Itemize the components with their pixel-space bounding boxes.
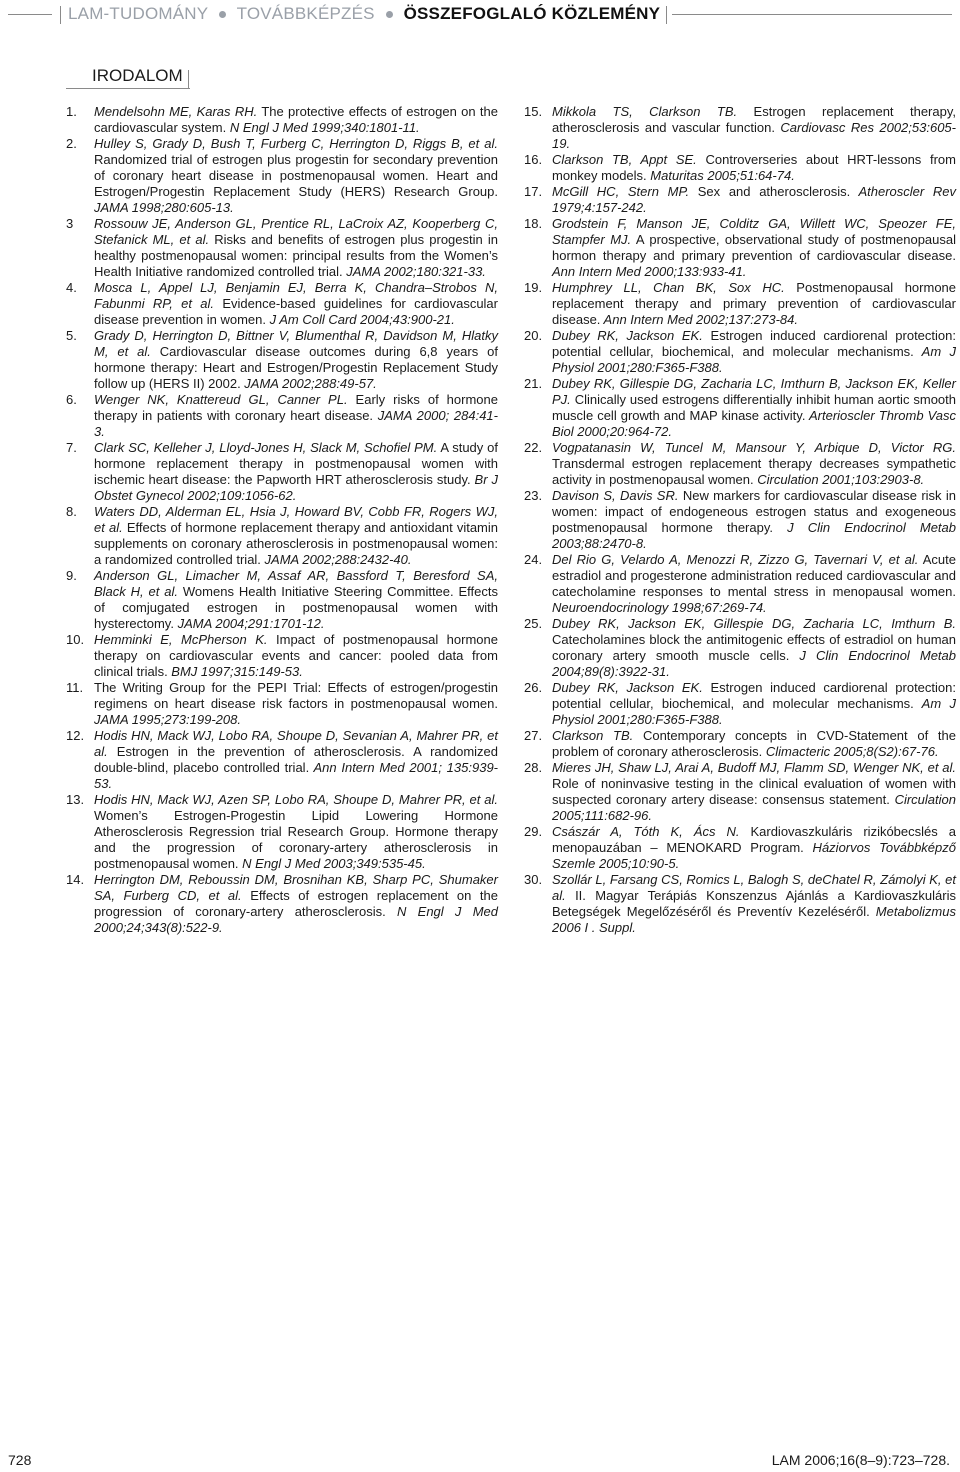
reference-journal: Neuroendocrinology 1998;67:269-74.	[552, 600, 767, 615]
header-journal: LAM-TUDOMÁNY	[68, 4, 208, 23]
reference-title: The Writing Group for the PEPI Trial: Effects of estrogen/progestin regimens on heart disease risk factors in postmenopausal women.	[94, 680, 498, 711]
reference-journal: JAMA 2002;288:49-57.	[240, 376, 377, 391]
reference-title: II. Magyar Terápiás Konszenzus Ajánlás a Kardiovaszkuláris Betegségek Megelőzéséről és Preventív Kezeléséről.	[552, 888, 956, 919]
reference-authors: Szollár L, Farsang CS, Romics L, Balogh S, deChatel R, Zámolyi K, et al.	[552, 872, 956, 903]
reference-item	[66, 216, 498, 280]
references-column-left	[66, 104, 498, 936]
reference-number: 2.	[66, 136, 77, 151]
reference-title: Postmenopausal hormone replacement therapy and primary prevention of cardiovascular disease.	[552, 280, 957, 327]
reference-authors: Herrington DM, Reboussin DM, Brosnihan KB, Sharp PC, Shumaker SA, Furberg CD, et al.	[94, 872, 498, 903]
reference-item	[66, 504, 498, 568]
reference-journal: Am J Physiol 2001;280:F365-F388.	[552, 344, 956, 375]
reference-title: Cardiovascular disease outcomes during 6,8 years of hormone therapy: Heart and Estrogen/Progestin Replacement Study follow up (HERS II) 2002.	[94, 344, 498, 391]
reference-authors: Clark SC, Kelleher J, Lloyd-Jones H, Slack M, Schofiel PM.	[94, 440, 438, 455]
reference-journal: Am J Physiol 2001;280:F365-F388.	[552, 696, 956, 727]
reference-number: 8.	[66, 504, 77, 519]
reference-authors: Hulley S, Grady D, Bush T, Furberg C, Herrington D, Riggs B, et al.	[94, 136, 498, 151]
reference-journal: Cardiovasc Res 2002;53:605-19.	[552, 120, 956, 151]
reference-journal: JAMA 2002;180:321-33.	[342, 264, 486, 279]
reference-title: Transdermal estrogen replacement therapy decreases sympathetic activity in postmenopausal women.	[552, 456, 956, 487]
reference-journal: N Engl J Med 2000;24;343(8):522-9.	[94, 904, 498, 935]
reference-number: 16.	[524, 152, 543, 167]
reference-number: 11.	[66, 680, 84, 695]
reference-journal: Circulation 2005;111:682-96.	[552, 792, 956, 823]
reference-title: Impact of postmenopausal hormone therapy on cardiovascular events and cancer: pooled data from clinical trials.	[94, 632, 498, 679]
reference-journal: N Engl J Med 2003;349:535-45.	[238, 856, 426, 871]
reference-item	[66, 104, 498, 136]
reference-item	[524, 616, 956, 680]
reference-number: 17.	[524, 184, 543, 199]
reference-journal: Arterioscler Thromb Vasc Biol 2000;20:964-72.	[552, 408, 956, 439]
reference-title: Risks and benefits of estrogen plus progestin in healthy postmenopausal women: principal results from the Women’s Health Initiative randomized controlled trial.	[94, 232, 498, 279]
reference-title: Estrogen replacement therapy, atherosclerosis and vascular function.	[552, 104, 956, 135]
reference-number: 15.	[524, 104, 543, 119]
reference-authors: Dubey RK, Jackson EK, Gillespie DG, Zacharia LC, Imthurn B.	[552, 616, 956, 631]
reference-journal: Atheroscler Rev 1979;4:157-242.	[552, 184, 957, 215]
reference-title: Contemporary concepts in CVD-Statement of the problem of coronary atherosclerosis.	[552, 728, 956, 759]
section-rule	[66, 88, 190, 89]
reference-item	[66, 632, 498, 680]
reference-authors: Grady D, Herrington D, Bittner V, Blumenthal R, Davidson M, Hlatky M, et al.	[94, 328, 498, 359]
reference-authors: Dubey RK, Jackson EK.	[552, 328, 703, 343]
reference-authors: Mieres JH, Shaw LJ, Arai A, Budoff MJ, Flamm SD, Wenger NK, et al.	[552, 760, 956, 775]
reference-journal: Ann Intern Med 2001; 135:939-53.	[94, 760, 499, 791]
running-header	[0, 0, 960, 40]
reference-item	[524, 104, 956, 152]
reference-title: Women’s Estrogen-Progestin Lipid Lowering Hormone Atherosclerosis Regression trial Research Group. Hormone therapy and the progression of coronary-artery atherosclerosis in postmenopausal women.	[94, 808, 498, 871]
reference-authors: Grodstein F, Manson JE, Colditz GA, Willett WC, Speozer FE, Stampfer MJ.	[552, 216, 956, 247]
reference-item	[66, 568, 498, 632]
reference-journal: JAMA 2000; 284:41-3.	[94, 408, 498, 439]
reference-number: 1.	[66, 104, 77, 119]
reference-title: Effects of hormone replacement therapy and antioxidant vitamin supplements on coronary atherosclerosis in postmenopausal women: a randomized controlled trial.	[94, 520, 498, 567]
reference-journal: Metabolizmus 2006 I . Suppl.	[552, 904, 956, 935]
reference-item	[524, 216, 956, 280]
header-category: TOVÁBBKÉPZÉS	[236, 4, 375, 23]
reference-authors: Del Rio G, Velardo A, Menozzi R, Zizzo G, Tavernari V, et al.	[552, 552, 919, 567]
reference-authors: Clarkson TB, Appt SE.	[552, 152, 697, 167]
section-heading	[66, 66, 246, 92]
reference-number: 18.	[524, 216, 543, 231]
reference-item	[66, 872, 498, 936]
page-number: 728	[8, 1452, 32, 1468]
bullet-icon	[386, 11, 393, 18]
reference-item	[524, 184, 956, 216]
reference-item	[524, 152, 956, 184]
references-column-right	[524, 104, 956, 936]
reference-number: 21.	[524, 376, 543, 391]
reference-journal: N Engl J Med 1999;340:1801-11.	[226, 120, 420, 135]
reference-number: 14.	[66, 872, 85, 887]
reference-journal: JAMA 1995;273:199-208.	[94, 712, 241, 727]
bullet-icon	[219, 11, 226, 18]
reference-item	[524, 552, 956, 616]
reference-journal: Circulation 2001;103:2903-8.	[753, 472, 925, 487]
reference-item	[524, 440, 956, 488]
reference-title: A prospective, observational study of postmenopausal hormon therapy and primary prevention of cardiovascular disease.	[552, 232, 957, 263]
reference-authors: Dubey RK, Gillespie DG, Zacharia LC, Imthurn B, Jackson EK, Keller PJ.	[552, 376, 956, 407]
reference-number: 19.	[524, 280, 543, 295]
reference-authors: Wenger NK, Knattereud GL, Canner PL.	[94, 392, 348, 407]
reference-number: 28.	[524, 760, 543, 775]
header-text	[68, 4, 660, 24]
reference-number: 3	[66, 216, 74, 231]
reference-journal: Br J Obstet Gynecol 2002;109:1056-62.	[94, 472, 498, 503]
reference-item	[66, 328, 498, 392]
reference-journal: J Clin Endocrinol Metab 2003;88:2470-8.	[552, 520, 956, 551]
reference-authors: Mendelsohn ME, Karas RH.	[94, 104, 258, 119]
reference-journal: J Am Coll Card 2004;43:900-21.	[266, 312, 455, 327]
header-rule-left	[8, 14, 52, 15]
reference-authors: Mosca L, Appel LJ, Benjamin EJ, Berra K, Chandra–Strobos N, Fabunmi RP, et al.	[94, 280, 498, 311]
reference-journal: Háziorvos Továbbképző Szemle 2005;10:90-5.	[552, 840, 956, 871]
reference-title: Womens Health Initiative Steering Committee. Effects of comjugated estrogen in postmenopausal women with hysterectomy.	[94, 584, 499, 631]
section-title: IRODALOM	[92, 66, 183, 85]
header-tick-right	[666, 6, 667, 24]
reference-title: The protective effects of estrogen on the cardiovascular system.	[94, 104, 498, 135]
reference-number: 25.	[524, 616, 543, 631]
reference-authors: Császár A, Tóth K, Ács N.	[552, 824, 740, 839]
reference-item	[66, 680, 498, 728]
reference-title: Evidence-based guidelines for cardiovascular disease prevention in women.	[94, 296, 498, 327]
reference-item	[524, 376, 956, 440]
header-rule-right	[672, 14, 952, 15]
reference-authors: Anderson GL, Limacher M, Assaf AR, Bassford T, Beresford SA, Black H, et al.	[94, 568, 498, 599]
citation-footer: LAM 2006;16(8–9):723–728.	[771, 1452, 950, 1468]
reference-authors: Hodis HN, Mack WJ, Lobo RA, Shoupe D, Sevanian A, Mahrer PR, et al.	[94, 728, 498, 759]
reference-title: Clinically used estrogens differentially inhibit human aortic smooth muscle cell growth and MAP kinase activity.	[552, 392, 956, 423]
reference-authors: Mikkola TS, Clarkson TB.	[552, 104, 738, 119]
reference-number: 26.	[524, 680, 543, 695]
reference-title: Kardiovaszkuláris rizikóbecslés a menopauzában – MENOKARD Program.	[552, 824, 956, 855]
reference-title: Early risks of hormone therapy in patients with coronary heart disease.	[94, 392, 498, 423]
reference-title: Catecholamines block the antimitogenic effects of estradiol on human coronary artery smooth muscle cells.	[552, 632, 956, 663]
reference-number: 9.	[66, 568, 77, 583]
reference-number: 22.	[524, 440, 543, 455]
reference-item	[66, 392, 498, 440]
reference-item	[524, 824, 956, 872]
reference-number: 6.	[66, 392, 77, 407]
reference-authors: McGill HC, Stern MP.	[552, 184, 690, 199]
reference-number: 4.	[66, 280, 77, 295]
reference-number: 23.	[524, 488, 543, 503]
reference-number: 5.	[66, 328, 77, 343]
reference-item	[524, 280, 956, 328]
reference-title: Estrogen induced cardiorenal protection: potential cellular, biochemical, and molecular mechanisms.	[552, 680, 956, 711]
reference-title: Effects of estrogen replacement on the progression of coronary-artery atherosclerosis.	[94, 888, 498, 919]
reference-number: 29.	[524, 824, 543, 839]
reference-title: Randomized trial of estrogen plus progestin for secondary prevention of coronary heart disease in postmenopausal women. Heart and Estrogen/Progestin Replacement Study (HERS) Research Group.	[94, 152, 498, 199]
reference-authors: Waters DD, Alderman EL, Hsia J, Howard BV, Cobb FR, Rogers WJ, et al.	[94, 504, 498, 535]
reference-item	[524, 680, 956, 728]
reference-item	[66, 280, 498, 328]
reference-number: 24.	[524, 552, 543, 567]
reference-item	[66, 792, 498, 872]
reference-number: 27.	[524, 728, 543, 743]
reference-item	[66, 136, 498, 216]
reference-authors: Clarkson TB.	[552, 728, 634, 743]
reference-number: 30.	[524, 872, 543, 887]
reference-number: 12.	[66, 728, 85, 743]
header-article-type: ÖSSZEFOGLALÓ KÖZLEMÉNY	[403, 4, 661, 23]
reference-authors: Hemminki E, McPherson K.	[94, 632, 268, 647]
reference-number: 13.	[66, 792, 85, 807]
reference-item	[524, 488, 956, 552]
reference-journal: JAMA 2002;288:2432-40.	[260, 552, 412, 567]
reference-authors: Rossouw JE, Anderson GL, Prentice RL, LaCroix AZ, Kooperberg C, Stefanick ML, et al.	[94, 216, 498, 247]
reference-title: New markers for cardiovascular disease risk in women: impact of endogeneous estrogen status and exogeneous postmenopausal hormone therapy.	[552, 488, 957, 535]
reference-journal: Ann Intern Med 2000;133:933-41.	[552, 264, 747, 279]
reference-journal: Maturitas 2005;51:64-74.	[646, 168, 795, 183]
reference-journal: Climacteric 2005;8(S2):67-76.	[762, 744, 939, 759]
reference-journal: J Clin Endocrinol Metab 2004;89(8):3922-31.	[552, 648, 956, 679]
reference-title: Sex and atherosclerosis.	[689, 184, 851, 199]
reference-journal: Ann Intern Med 2002;137:273-84.	[600, 312, 798, 327]
reference-item	[66, 728, 498, 792]
section-tick	[188, 70, 189, 88]
reference-journal: BMJ 1997;315:149-53.	[167, 664, 303, 679]
reference-item	[524, 328, 956, 376]
reference-authors: Humphrey LL, Chan BK, Sox HC.	[552, 280, 785, 295]
reference-item	[66, 440, 498, 504]
reference-title: Estrogen in the prevention of atherosclerosis. A randomized double-blind, placebo controlled trial.	[94, 744, 498, 775]
reference-number: 20.	[524, 328, 543, 343]
reference-item	[524, 728, 956, 760]
reference-authors: Dubey RK, Jackson EK.	[552, 680, 703, 695]
reference-number: 7.	[66, 440, 77, 455]
reference-authors: Davison S, Davis SR.	[552, 488, 679, 503]
reference-authors: Hodis HN, Mack WJ, Azen SP, Lobo RA, Shoupe D, Mahrer PR, et al.	[94, 792, 498, 807]
reference-title: Estrogen induced cardiorenal protection: potential cellular, biochemical, and molecular mechanisms.	[552, 328, 956, 359]
reference-title: Controverseries about HRT-lessons from monkey models.	[552, 152, 956, 183]
reference-title: Acute estradiol and progesterone administration reduced cardiovascular and catecholamine responses to mental stress in menopausal women.	[552, 552, 957, 599]
reference-number: 10.	[66, 632, 85, 647]
reference-journal: JAMA 2004;291:1701-12.	[173, 616, 325, 631]
reference-item	[524, 872, 956, 936]
reference-item	[524, 760, 956, 824]
reference-title: A study of hormone replacement therapy in postmenopausal women with ischemic heart disease: the Papworth HRT atherosclerosis study.	[94, 440, 498, 487]
reference-title: Role of noninvasive testing in the clinical evaluation of women with suspected coronary artery disease: consensus statement.	[552, 776, 956, 807]
reference-authors: Vogpatanasin W, Tuncel M, Mansour Y, Arbique D, Victor RG.	[552, 440, 956, 455]
reference-journal: JAMA 1998;280:605-13.	[94, 200, 234, 215]
header-tick-left	[60, 6, 61, 24]
